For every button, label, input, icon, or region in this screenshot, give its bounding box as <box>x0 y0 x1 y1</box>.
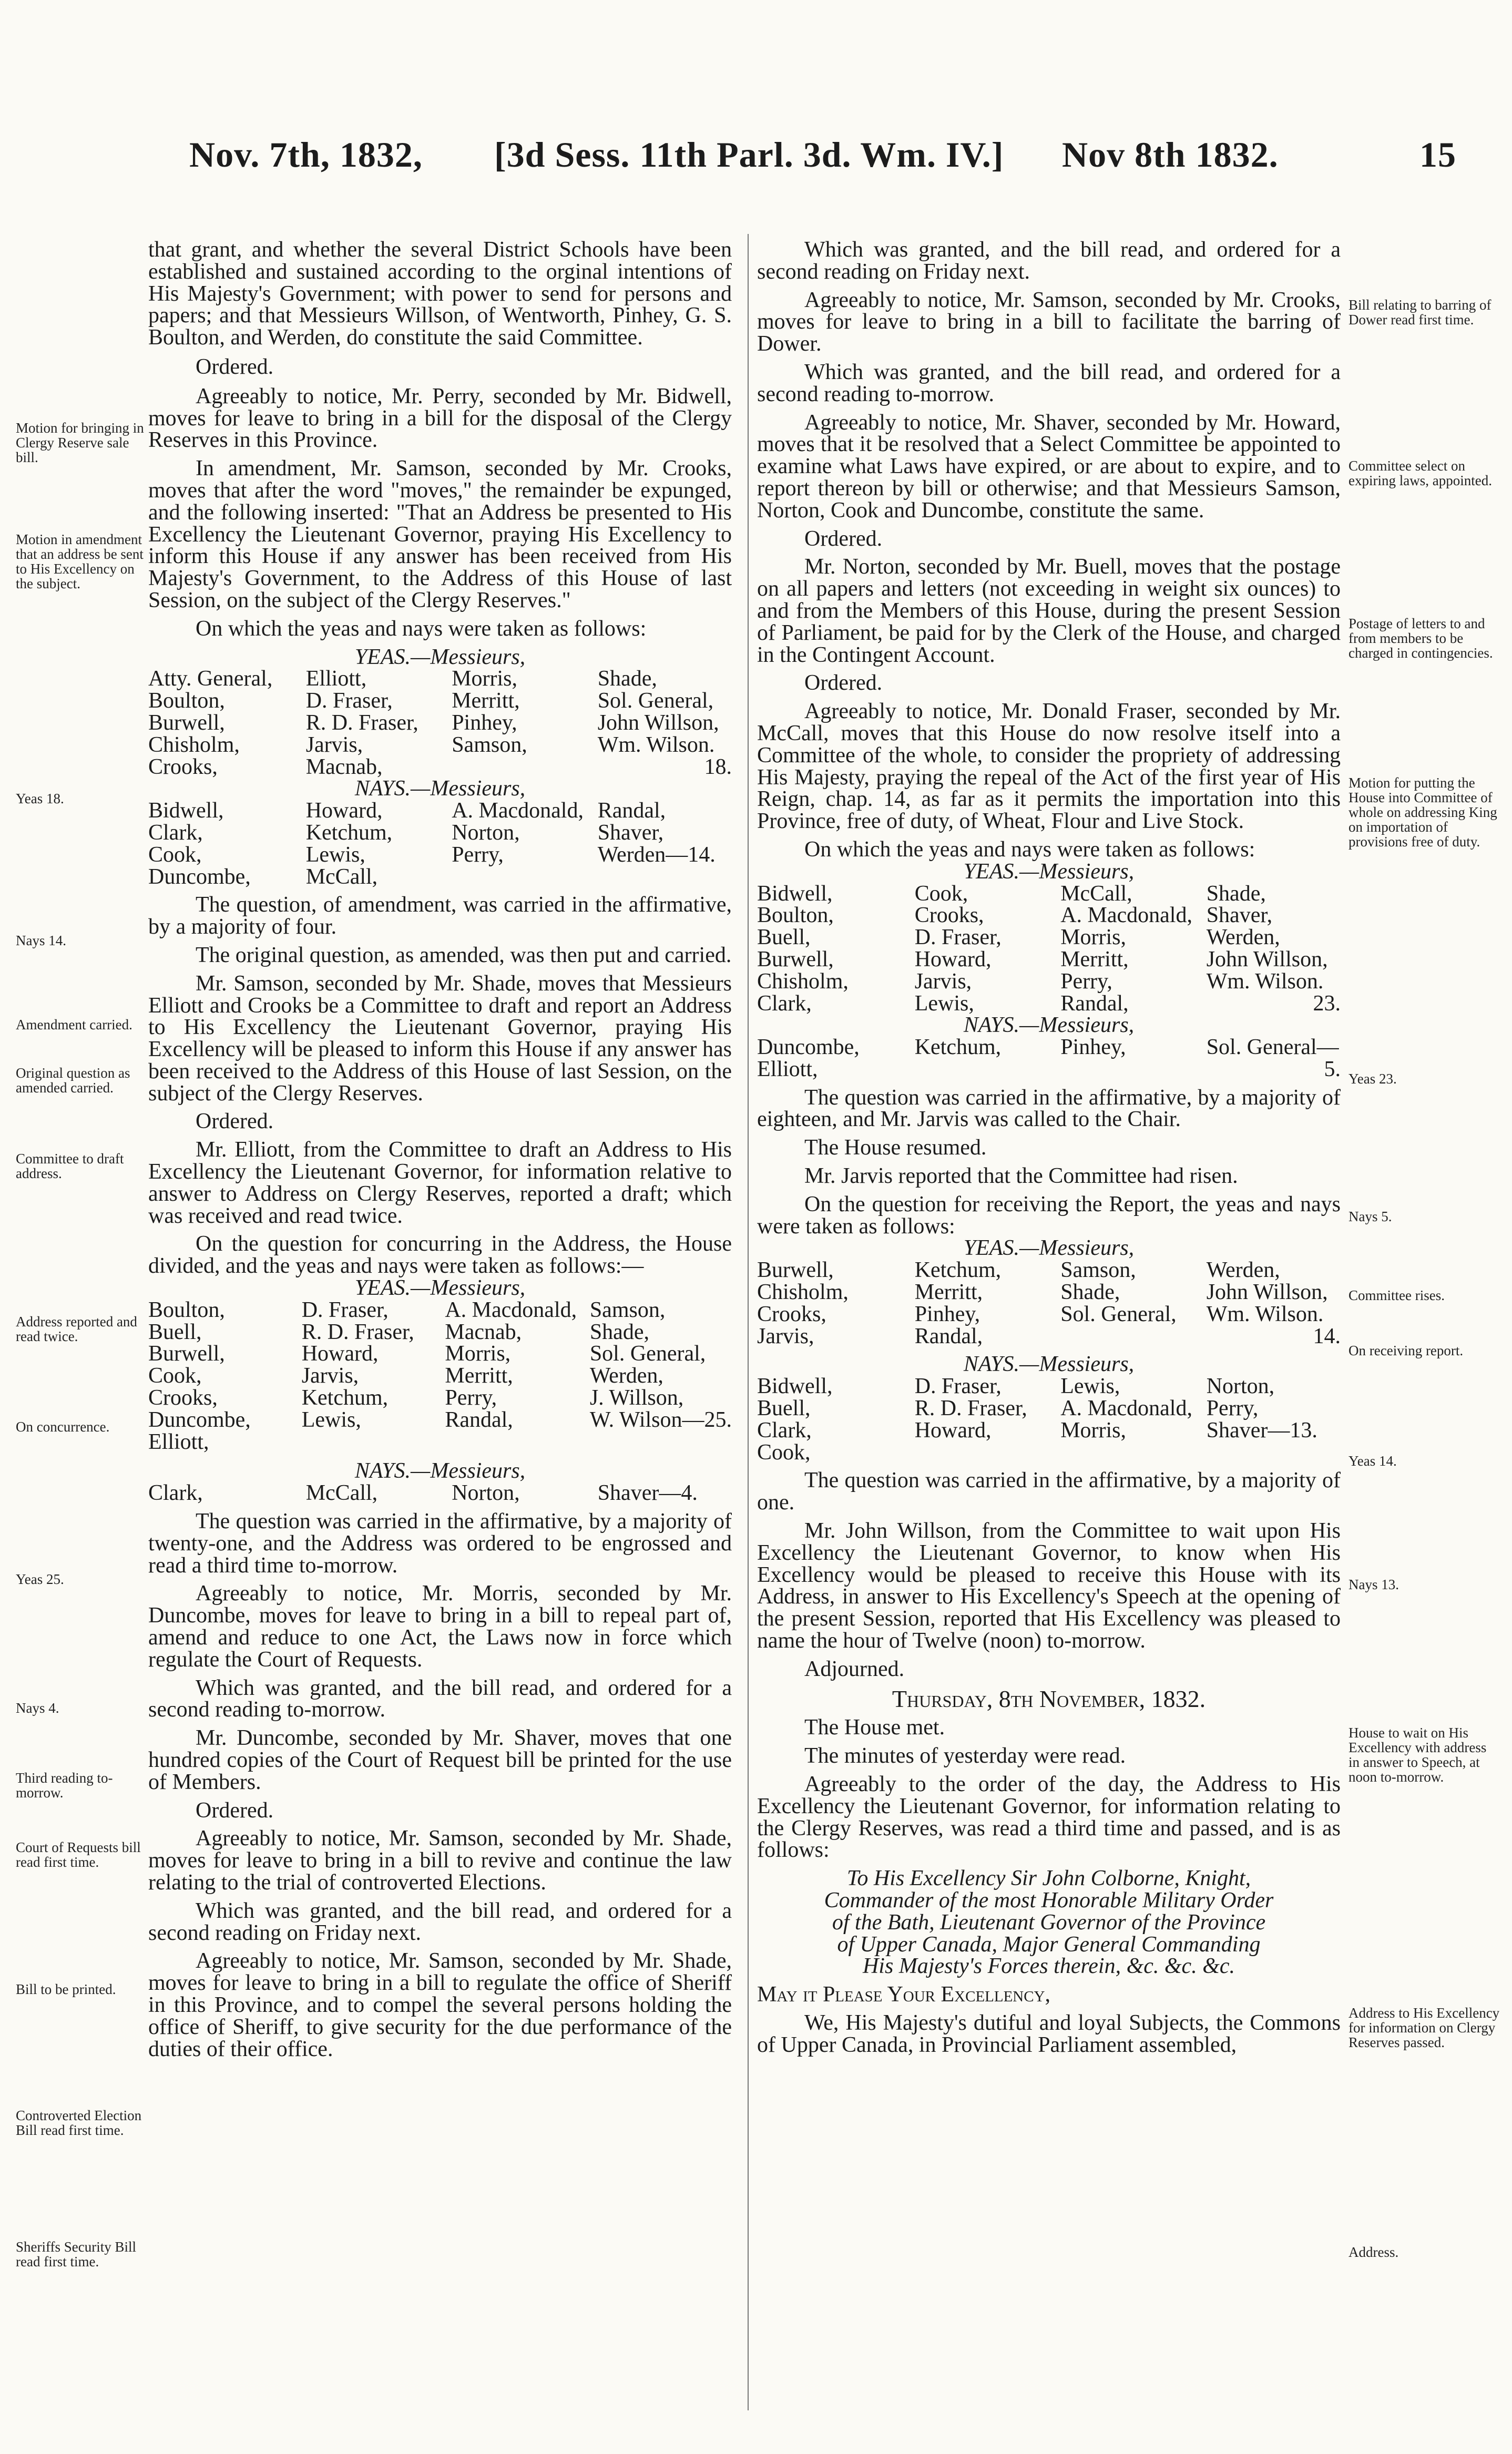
member-name: Sol. General, <box>597 689 714 713</box>
member-name: Howard, <box>305 799 383 823</box>
table-row <box>148 844 732 866</box>
nays-table <box>757 1376 1341 1464</box>
member-name: Chisholm, <box>148 732 240 757</box>
table-row <box>757 1398 1341 1420</box>
yeas-table <box>757 1260 1341 1347</box>
yeas-table <box>148 1297 732 1454</box>
member-name: McCall, <box>1060 881 1132 906</box>
member-name: John Willson, <box>1206 947 1328 972</box>
member-name: Burwell, <box>148 1342 225 1366</box>
margin-note: Committee select on expiring laws, appointed. <box>1348 458 1492 488</box>
member-name: Jarvis, <box>305 732 363 757</box>
member-name: McCall, <box>305 864 378 889</box>
member-name: Ketchum, <box>301 1386 389 1410</box>
paragraph: Agreeably to notice, Mr. Shaver, seconded by Mr. Howard, moves that it be resolved that a Select Committee be appointed to examine what Laws have expired, or are about to expire, and to report thereon by bill or otherwise; and that Messieurs Samson, Norton, Cook and Duncombe, constitute the same. <box>757 410 1341 523</box>
margin-note: Motion for bringing in Clergy Reserve sale bill. <box>16 420 144 465</box>
paragraph: Agreeably to notice, Mr. Samson, seconded by Mr. Shade, moves for leave to bring in a bill to revive and continue the law relating to the trial of controverted Elections. <box>148 1826 732 1895</box>
member-name <box>1060 1059 1207 1081</box>
member-name: Lewis, <box>301 1407 361 1432</box>
table-row <box>148 712 732 734</box>
member-name: Merritt, <box>914 1280 983 1305</box>
margin-note: Controverted Election Bill read first time. <box>16 2108 142 2138</box>
salutation: May it Please Your Excellency, <box>757 1982 1051 2007</box>
margin-note: Nays 14. <box>16 933 66 948</box>
member-name: Shaver, <box>597 820 664 845</box>
member-name: Merritt, <box>445 1364 513 1388</box>
margin-note: Sheriffs Security Bill read first time. <box>16 2239 136 2269</box>
member-name: Perry, <box>1206 1396 1259 1421</box>
margin-note: Postage of letters to and from members to be charged in contingencies. <box>1348 616 1493 661</box>
nays-heading: NAYS.—Messieurs, <box>354 776 526 801</box>
nays-heading: NAYS.—Messieurs, <box>963 1352 1135 1377</box>
table-row <box>757 949 1341 971</box>
left-column <box>148 239 732 2060</box>
page-header <box>137 134 1456 192</box>
margin-note: Third reading to-morrow. <box>16 1770 113 1801</box>
address-line: of the Bath, Lieutenant Governor of the Province <box>832 1910 1266 1935</box>
member-name: Ketchum, <box>914 1258 1002 1283</box>
table-row <box>757 1059 1341 1081</box>
member-name: Buell, <box>757 1396 811 1421</box>
margin-note: Nays 5. <box>1348 1209 1392 1224</box>
table-row <box>757 883 1341 905</box>
yeas-heading: YEAS.—Messieurs, <box>354 1276 526 1301</box>
nays-table <box>148 800 732 888</box>
member-name: Burwell, <box>757 947 834 972</box>
margin-note: On concurrence. <box>16 1419 110 1435</box>
member-name <box>1060 1326 1207 1348</box>
paragraph: On the question for concurring in the Address, the House divided, and the yeas and nays were taken as follows:— <box>148 1232 732 1279</box>
member-name: Elliott, <box>148 1429 209 1454</box>
member-name: Crooks, <box>148 1386 218 1410</box>
margin-note: Yeas 23. <box>1348 1071 1397 1087</box>
member-name: Norton, <box>1206 1374 1275 1399</box>
member-name: Morris, <box>1060 1418 1127 1443</box>
member-name <box>590 1432 732 1454</box>
table-row <box>148 1482 732 1505</box>
member-name <box>915 1059 1061 1081</box>
member-name: Duncombe, <box>757 1035 860 1060</box>
table-row <box>148 1300 732 1322</box>
date-heading: Thursday, 8th November, 1832. <box>892 1685 1206 1712</box>
member-name: Werden—14. <box>597 842 716 867</box>
paragraph: On which the yeas and nays were taken as follows: <box>196 616 647 641</box>
member-name: Duncombe, <box>148 1407 251 1432</box>
member-name: Clark, <box>757 991 812 1016</box>
paragraph: The question, of amendment, was carried in the affirmative, by a majority of four. <box>148 893 732 939</box>
margin-note: Yeas 18. <box>16 791 64 806</box>
right-column <box>757 239 1341 2057</box>
member-name: 5. <box>1324 1057 1341 1081</box>
table-row <box>757 905 1341 927</box>
member-name: Howard, <box>301 1342 379 1366</box>
margin-note: Motion for putting the House into Committee of whole on addressing King on importation of provisions free of duty. <box>1348 775 1497 850</box>
member-name: Clark, <box>148 1481 203 1506</box>
header-session: [3d Sess. 11th Parl. 3d. Wm. IV.] <box>494 135 1004 175</box>
nays-table <box>148 1482 732 1505</box>
address-line: To His Excellency Sir John Colborne, Knight, <box>846 1866 1251 1891</box>
paragraph: Agreeably to notice, Mr. Perry, seconded by Mr. Bidwell, moves for leave to bring in a bill for the disposal of the Clergy Reserves in this Province. <box>148 384 732 453</box>
table-row <box>148 800 732 822</box>
member-name: Pinhey, <box>914 1302 980 1326</box>
member-name: D. Fraser, <box>305 689 393 713</box>
member-name: Duncombe, <box>148 864 251 889</box>
member-name: A. Macdonald, <box>1060 1396 1192 1421</box>
paragraph: Mr. Duncombe, seconded by Mr. Shaver, moves that one hundred copies of the Court of Request bill be printed for the use of Members. <box>148 1726 732 1794</box>
member-name <box>302 1432 445 1454</box>
member-name: Boulton, <box>148 689 225 713</box>
paragraph: Agreeably to notice, Mr. Donald Fraser, seconded by Mr. McCall, moves that this House do now resolve itself into a Committee of the whole, to consider the propriety of addressing His Majesty, praying the repeal of the Act of the first year of His Reign, chap. 14, as far as it permits the importation into this Province, free of duty, of Wheat, Flour and Live Stock. <box>757 699 1341 834</box>
margin-note: Nays 4. <box>16 1700 59 1716</box>
yeas-table <box>148 668 732 778</box>
member-name: Shade, <box>597 667 657 691</box>
margin-note: Motion in amendment that an address be sent to His Excellency on the subject. <box>16 531 144 591</box>
table-row <box>148 1343 732 1365</box>
member-name: Lewis, <box>914 991 974 1016</box>
yeas-heading: YEAS.—Messieurs, <box>354 645 526 669</box>
paragraph: The original question, as amended, was then put and carried. <box>196 943 732 967</box>
table-row <box>757 927 1341 949</box>
member-name: D. Fraser, <box>301 1297 389 1322</box>
table-row <box>757 1260 1341 1282</box>
table-row <box>148 866 732 888</box>
table-row <box>148 668 732 690</box>
member-name: Perry, <box>1060 969 1112 994</box>
member-name: Lewis, <box>1060 1374 1120 1399</box>
member-name <box>915 1442 1061 1464</box>
member-name: John Willson, <box>597 710 719 735</box>
member-name: J. Willson, <box>589 1386 684 1410</box>
member-name: Jarvis, <box>301 1364 359 1388</box>
member-name: Shade, <box>1206 881 1266 906</box>
paragraph: Mr. Samson, seconded by Mr. Shade, moves that Messieurs Elliott and Crooks be a Committee to draft and report an Address to His Excellency the Lieutenant Governor, praying His Excellency will be pleased to inform this House if any answer has been received to the Address of this House of last Session, on the subject of the Clergy Reserves. <box>148 971 732 1106</box>
member-name: Cook, <box>757 1440 811 1465</box>
member-name: Samson, <box>1060 1258 1136 1283</box>
member-name: John Willson, <box>1206 1280 1328 1305</box>
member-name: A. Macdonald, <box>1060 903 1192 928</box>
nays-table <box>757 1037 1341 1081</box>
member-name <box>598 866 732 888</box>
paragraph: The minutes of yesterday were read. <box>804 1744 1126 1768</box>
table-row <box>757 1304 1341 1326</box>
table-row <box>757 1420 1341 1442</box>
yeas-heading: YEAS.—Messieurs, <box>963 859 1135 884</box>
member-name: Burwell, <box>148 710 225 735</box>
margin-note: Yeas 14. <box>1348 1453 1397 1469</box>
paragraph: The question was carried in the affirmative, by a majority of one. <box>757 1468 1341 1515</box>
table-row <box>757 1442 1341 1464</box>
member-name: Randal, <box>597 799 666 823</box>
paragraph: Which was granted, and the bill read, and ordered for a second reading on Friday next. <box>148 1898 732 1945</box>
table-row <box>148 1432 732 1454</box>
member-name: Bidwell, <box>148 799 224 823</box>
member-name: Morris, <box>452 667 518 691</box>
margin-note: On receiving report. <box>1348 1343 1464 1358</box>
member-name: Jarvis, <box>757 1324 814 1348</box>
table-row <box>148 1322 732 1344</box>
member-name <box>452 756 598 779</box>
member-name: Bidwell, <box>757 881 833 906</box>
member-name: Elliott, <box>305 667 367 691</box>
table-row <box>148 1387 732 1409</box>
margin-note: Committee rises. <box>1348 1287 1445 1303</box>
member-name: 14. <box>1313 1324 1341 1348</box>
member-name: Buell, <box>757 925 811 950</box>
address-line: His Majesty's Forces therein, &c. &c. &c. <box>862 1954 1235 1979</box>
paragraph: In amendment, Mr. Samson, seconded by Mr. Crooks, moves that after the word "moves," the remainder be expunged, and the following inserted: "That an Address be presented to His Excellency the Lieutenant Governor, praying His Excellency to inform this House if any answer has been received from His Majesty's Government, to the Address of this House of last Session, on the subject of the Clergy Reserves." <box>148 456 732 612</box>
margin-note: Yeas 25. <box>16 1571 64 1587</box>
member-name: Shaver, <box>1206 903 1273 928</box>
paragraph: On the question for receiving the Report, the yeas and nays were taken as follows: <box>757 1192 1341 1239</box>
member-name: W. Wilson—25. <box>589 1407 732 1432</box>
member-name: D. Fraser, <box>914 925 1002 950</box>
address-line: of Upper Canada, Major General Commanding <box>837 1932 1261 1957</box>
table-row <box>757 1326 1341 1348</box>
member-name: Burwell, <box>757 1258 834 1283</box>
header-date-left: Nov. 7th, 1832, <box>189 135 423 175</box>
nays-heading: NAYS.—Messieurs, <box>354 1459 526 1484</box>
paragraph: Adjourned. <box>804 1657 905 1681</box>
member-name: Shaver—4. <box>597 1481 698 1506</box>
member-name: Randal, <box>445 1407 513 1432</box>
paragraph: Which was granted, and the bill read, and ordered for a second reading on Friday next. <box>757 238 1341 284</box>
member-name: Merritt, <box>1060 947 1129 972</box>
member-name: Atty. General, <box>148 667 273 691</box>
paragraph: The House resumed. <box>804 1136 987 1160</box>
member-name: Clark, <box>757 1418 812 1443</box>
margin-note: Court of Requests bill read first time. <box>16 1839 141 1870</box>
member-name: R. D. Fraser, <box>301 1320 414 1344</box>
header-date-right: Nov 8th 1832. <box>1062 135 1279 175</box>
paragraph: Agreeably to notice, Mr. Samson, seconded by Mr. Crooks, moves for leave to bring in a bill to facilitate the barring of Dower. <box>757 288 1341 356</box>
member-name: Randal, <box>1060 991 1129 1016</box>
member-name: Cook, <box>914 881 968 906</box>
paragraph: Agreeably to the order of the day, the Address to His Excellency the Lieutenant Governor, for information relating to the Clergy Reserves, was read a third time and passed, and is as follows: <box>757 1772 1341 1863</box>
member-name <box>1060 1442 1207 1464</box>
yeas-table <box>757 883 1341 1015</box>
member-name: Cook, <box>148 842 202 867</box>
page-number: 15 <box>1419 135 1456 175</box>
member-name: Wm. Wilson. <box>1206 1302 1324 1326</box>
paragraph: The question was carried in the affirmative, by a majority of twenty-one, and the Address was ordered to be engrossed and read a third time to-morrow. <box>148 1509 732 1578</box>
member-name: Chisholm, <box>757 1280 849 1305</box>
member-name: Howard, <box>914 947 992 972</box>
member-name: Wm. Wilson. <box>597 732 715 757</box>
column-divider <box>748 234 749 2410</box>
member-name: Norton, <box>452 1481 520 1506</box>
table-row <box>757 971 1341 993</box>
member-name: D. Fraser, <box>914 1374 1002 1399</box>
paragraph: Ordered. <box>196 1109 274 1134</box>
member-name: Bidwell, <box>757 1374 833 1399</box>
member-name: Crooks, <box>914 903 984 928</box>
member-name: Norton, <box>452 820 520 845</box>
member-name: Cook, <box>148 1364 202 1388</box>
member-name: Buell, <box>148 1320 202 1344</box>
member-name: Howard, <box>914 1418 992 1443</box>
member-name: R. D. Fraser, <box>305 710 418 735</box>
member-name: Ketchum, <box>305 820 393 845</box>
member-name: Sol. General, <box>589 1342 706 1366</box>
paragraph: On which the yeas and nays were taken as follows: <box>804 837 1255 862</box>
paragraph: The question was carried in the affirmative, by a majority of eighteen, and Mr. Jarvis was called to the Chair. <box>757 1085 1341 1132</box>
margin-note: Bill to be printed. <box>16 1981 116 1997</box>
member-name: Morris, <box>445 1342 511 1366</box>
margin-note: Amendment carried. <box>16 1017 132 1032</box>
member-name: Shade, <box>589 1320 649 1344</box>
paragraph: Mr. Jarvis reported that the Committee had risen. <box>804 1164 1238 1189</box>
margin-note: Address to His Excellency for information on Clergy Reserves passed. <box>1348 2005 1500 2050</box>
paragraph: Ordered. <box>196 354 274 379</box>
table-row <box>148 734 732 756</box>
member-name: Werden, <box>1206 925 1280 950</box>
member-name: Chisholm, <box>757 969 849 994</box>
paragraph: Ordered. <box>804 671 883 696</box>
member-name: 18. <box>704 754 732 779</box>
table-row <box>757 1282 1341 1304</box>
margin-note: Bill relating to barring of Dower read first time. <box>1348 297 1491 328</box>
table-row <box>148 822 732 844</box>
member-name: Clark, <box>148 820 203 845</box>
member-name: Elliott, <box>757 1057 818 1081</box>
member-name: Randal, <box>914 1324 983 1348</box>
member-name <box>445 1432 589 1454</box>
member-name: Macnab, <box>445 1320 522 1344</box>
paragraph: Which was granted, and the bill read, and ordered for a second reading to-morrow. <box>148 1675 732 1722</box>
paragraph: Ordered. <box>804 526 883 551</box>
member-name: Werden, <box>589 1364 663 1388</box>
member-name: Pinhey, <box>1060 1035 1126 1060</box>
member-name: Boulton, <box>148 1297 225 1322</box>
member-name: Samson, <box>589 1297 666 1322</box>
member-name: Wm. Wilson. <box>1206 969 1324 994</box>
member-name: Perry, <box>452 842 504 867</box>
member-name: Boulton, <box>757 903 834 928</box>
table-row <box>148 1409 732 1432</box>
paragraph: Agreeably to notice, Mr. Samson, seconded by Mr. Shade, moves for leave to bring in a bill to regulate the office of Sheriff in this Province, and to compel the several persons holding the office of Sheriff, to give security for the due performance of the duties of their office. <box>148 1949 732 2061</box>
paragraph: Mr. Norton, seconded by Mr. Buell, moves that the postage on all papers and letters (not exceeding in weight six ounces) to and from the Members of this House, during the present Session of Parliament, be paid for by the Clerk of the House, and charged in the Contingent Account. <box>757 555 1341 667</box>
table-row <box>757 1376 1341 1398</box>
member-name: Sol. General— <box>1206 1035 1339 1060</box>
member-name: Macnab, <box>305 754 383 779</box>
paragraph: We, His Majesty's dutiful and loyal Subjects, the Commons of Upper Canada, in Provincial Parliament assembled, <box>757 2010 1341 2057</box>
member-name: Samson, <box>452 732 527 757</box>
paragraph: that grant, and whether the several District Schools have been established and sustained according to the orginal intentions of His Majesty's Government; with power to send for persons and papers; and that Messieurs Willson, of Wentworth, Pinhey, G. S. Boulton, and Werden, do constitute the said Committee. <box>148 238 732 350</box>
paragraph: Mr. Elliott, from the Committee to draft an Address to His Excellency the Lieutenant Governor, for information relative to answer to Address on Clergy Reserves, reported a draft; which was received and read twice. <box>148 1138 732 1228</box>
table-row <box>148 756 732 779</box>
member-name: McCall, <box>305 1481 378 1506</box>
margin-note: Address reported and read twice. <box>16 1314 137 1344</box>
margin-note: Original question as amended carried. <box>16 1065 130 1096</box>
paragraph: Which was granted, and the bill read, and ordered for a second reading to-morrow. <box>757 360 1341 406</box>
yeas-heading: YEAS.—Messieurs, <box>963 1236 1135 1261</box>
member-name: R. D. Fraser, <box>914 1396 1027 1421</box>
member-name: Sol. General, <box>1060 1302 1177 1326</box>
member-name: Lewis, <box>305 842 365 867</box>
member-name: Crooks, <box>148 754 218 779</box>
paragraph: Mr. John Willson, from the Committee to wait upon His Excellency the Lieutenant Governor, to know when His Excellency would be pleased to receive this House with its Address, in answer to His Excellency's Speech at the opening of the present Session, reported that His Excellency was pleased to name the hour of Twelve (noon) to-morrow. <box>757 1519 1341 1653</box>
member-name: Shade, <box>1060 1280 1120 1305</box>
table-row <box>757 1037 1341 1059</box>
margin-note: Nays 13. <box>1348 1577 1399 1592</box>
member-name: Crooks, <box>757 1302 826 1326</box>
member-name: Morris, <box>1060 925 1127 950</box>
member-name <box>1207 1442 1341 1464</box>
margin-note: House to wait on His Excellency with address in answer to Speech, at noon to-morrow. <box>1348 1725 1487 1785</box>
member-name: 23. <box>1313 991 1341 1016</box>
member-name <box>452 866 598 888</box>
paragraph: The House met. <box>804 1715 945 1740</box>
member-name: Pinhey, <box>452 710 517 735</box>
member-name: A. Macdonald, <box>445 1297 577 1322</box>
margin-note: Committee to draft address. <box>16 1151 124 1181</box>
member-name: Jarvis, <box>914 969 972 994</box>
member-name: A. Macdonald, <box>452 799 584 823</box>
paragraph: Agreeably to notice, Mr. Morris, seconded by Mr. Duncombe, moves for leave to bring in a bill to repeal part of, amend and reduce to one Act, the Laws now in force which regulate the Court of Requests. <box>148 1581 732 1672</box>
paragraph: Ordered. <box>196 1798 274 1823</box>
address-line: Commander of the most Honorable Military Order <box>824 1888 1274 1913</box>
member-name: Perry, <box>445 1386 497 1410</box>
table-row <box>148 1365 732 1387</box>
table-row <box>757 993 1341 1015</box>
member-name: Werden, <box>1206 1258 1280 1283</box>
nays-heading: NAYS.—Messieurs, <box>963 1013 1135 1038</box>
member-name: Ketchum, <box>914 1035 1002 1060</box>
member-name: Shaver—13. <box>1206 1418 1317 1443</box>
margin-note: Address. <box>1348 2244 1399 2260</box>
table-row <box>148 690 732 712</box>
member-name: Merritt, <box>452 689 520 713</box>
